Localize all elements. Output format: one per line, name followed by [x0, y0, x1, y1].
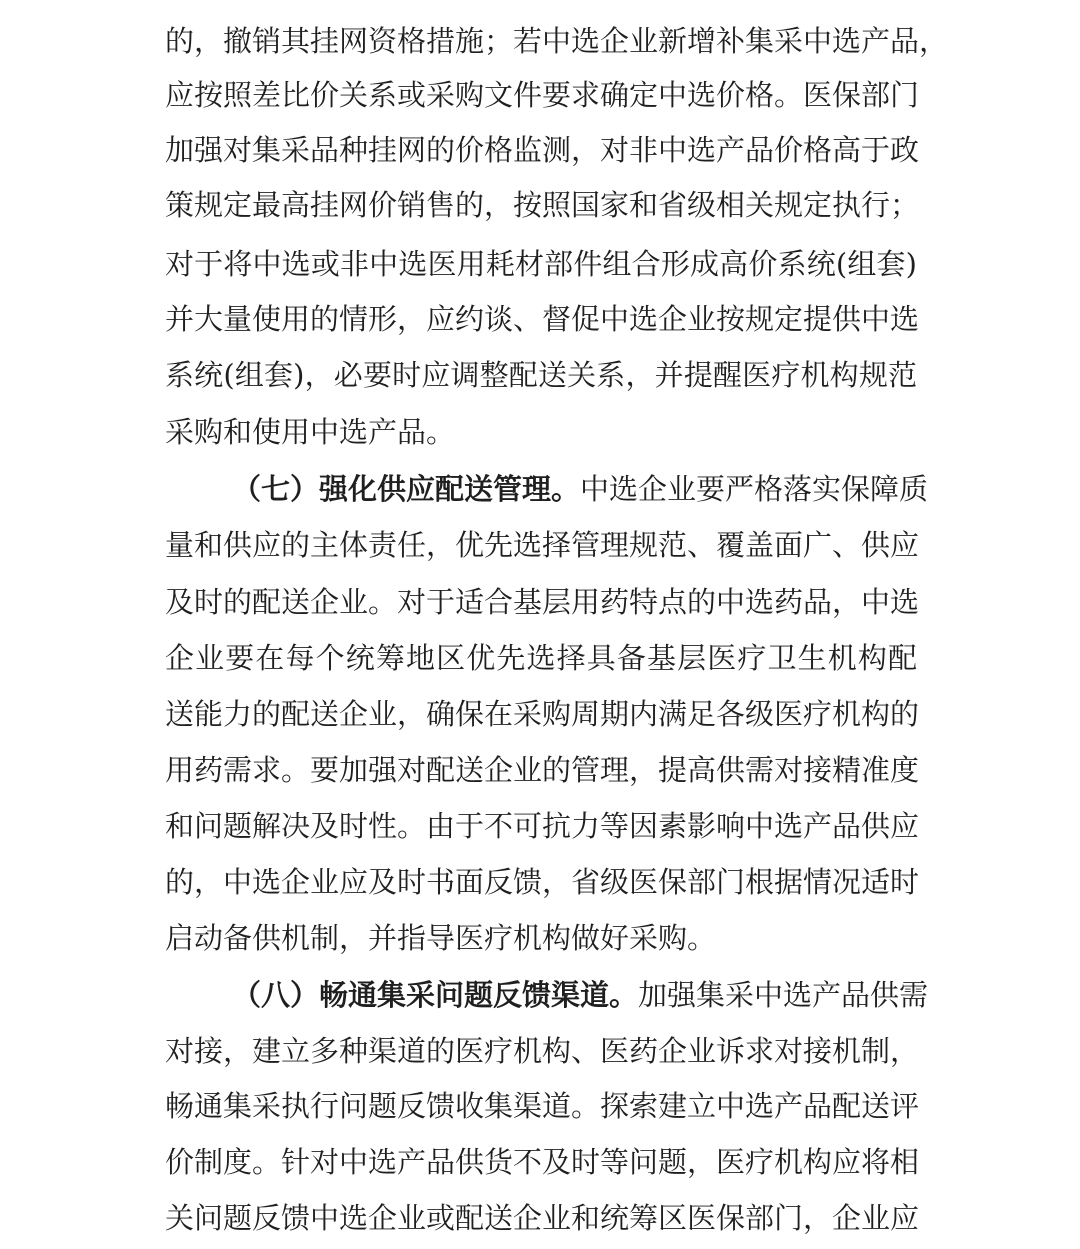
text-line: 启动备供机制，并指导医疗机构做好采购。	[165, 921, 717, 955]
text-line: 并大量使用的情形，应约谈、督促中选企业按规定提供中选	[165, 302, 920, 336]
text-line: 用药需求。要加强对配送企业的管理，提高供需对接精准度	[165, 753, 920, 787]
section-7-heading: （七）强化供应配送管理。	[232, 472, 581, 506]
text-line: 企业要在每个统筹地区优先选择具备基层医疗卫生机构配	[165, 641, 917, 675]
text-line: 对接，建立多种渠道的医疗机构、医药企业诉求对接机制，	[165, 1034, 920, 1068]
text-line: 系统(组套)，必要时应调整配送关系，并提醒医疗机构规范	[165, 358, 917, 392]
section-8-first-line	[232, 967, 929, 1023]
text-line: 策规定最高挂网价销售的，按照国家和省级相关规定执行；	[165, 188, 920, 222]
text-line: 价制度。针对中选产品供货不及时等问题，医疗机构应将相	[165, 1145, 920, 1179]
text-line: 及时的配送企业。对于适合基层用药特点的中选药品，中选	[165, 585, 920, 619]
text-line: 的，撤销其挂网资格措施；若中选企业新增补集采中选产品，	[165, 24, 949, 58]
text-line: 和问题解决及时性。由于不可抗力等因素影响中选产品供应	[165, 809, 920, 843]
section-7-text: 中选企业要严格落实保障质	[580, 472, 929, 506]
text-line: 对于将中选或非中选医用耗材部件组合形成高价系统(组套)	[165, 247, 917, 281]
text-line: 送能力的配送企业，确保在采购周期内满足各级医疗机构的	[165, 697, 920, 731]
section-8-text: 加强集采中选产品供需	[638, 978, 929, 1012]
text-line: 关问题反馈中选企业或配送企业和统筹区医保部门，企业应	[165, 1201, 920, 1235]
text-line: 的，中选企业应及时书面反馈，省级医保部门根据情况适时	[165, 865, 920, 899]
text-line: 畅通集采执行问题反馈收集渠道。探索建立中选产品配送评	[165, 1089, 920, 1123]
text-line: 加强对集采品种挂网的价格监测，对非中选产品价格高于政	[165, 133, 920, 167]
text-line: 采购和使用中选产品。	[165, 415, 456, 449]
text-line: 量和供应的主体责任，优先选择管理规范、覆盖面广、供应	[165, 528, 920, 562]
section-7-first-line	[232, 461, 929, 517]
text-line: 应按照差比价关系或采购文件要求确定中选价格。医保部门	[165, 78, 920, 112]
section-8-heading: （八）畅通集采问题反馈渠道。	[232, 978, 639, 1012]
